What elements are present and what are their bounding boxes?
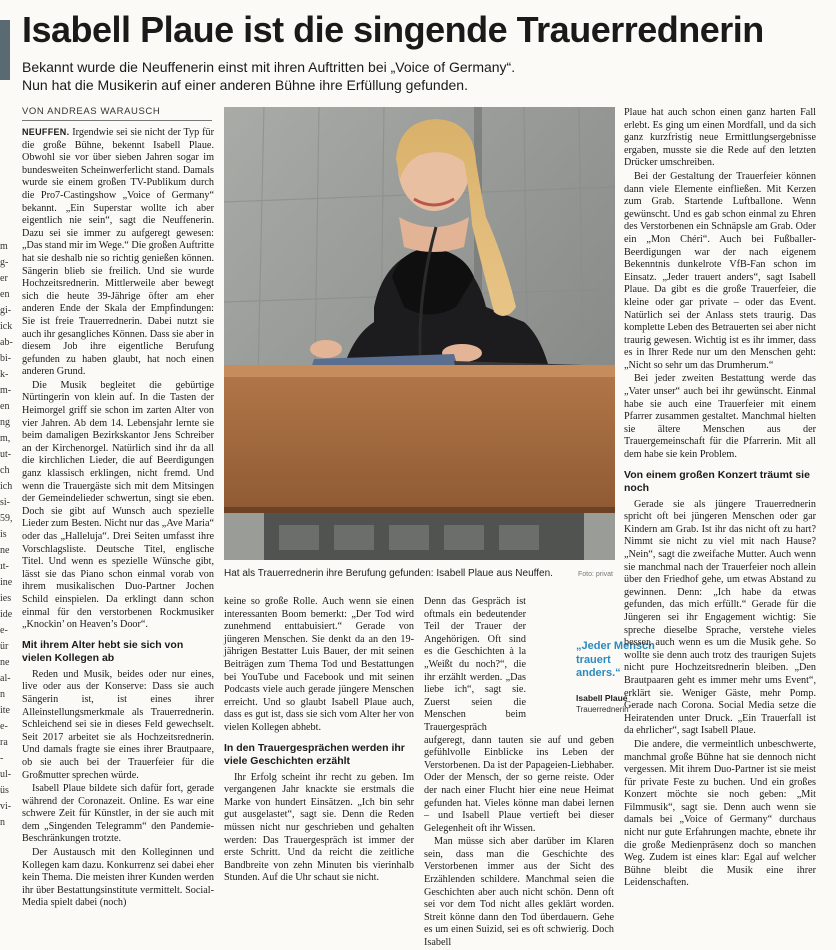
- caption-text: Hat als Trauerrednerin ihre Berufung gefunden: Isabell Plaue aus Neuffen.: [224, 568, 553, 579]
- paragraph: Bei jeder zweiten Bestattung werde das „Vater unser“ auch bei ihr gewünscht. Einmal habe sie auch eine Trauerfeier mit einem Pfarrer zusammen gestaltet. Manchmal hielten sie ältere Menschen aus der Trauergemeinschaft für die Pfarrerin. Mit all dem habe sie kein Problem.: [624, 373, 816, 461]
- paragraph: keine so große Rolle. Auch wenn sie einen interessanten Boom bemerkt: „Der Tod wird zunehmend enttabuisiert.“ Gerade von jüngeren Menschen. Sie denkt da an den 19-jährigen Bestatter Luis Bauer, der mit seinen Beiträgen zum Thema Tod und Bestattungen bei YouTube und Facebook und mit seinen Podcasts viele auch gerade jüngere Menschen erreicht. Und so glaubt Isabell Plaue auch, dass es gut ist, dass sie sich vom Alter her von vielen Kollegen abhebt.: [224, 596, 414, 733]
- paragraph: Die Musik begleitet die gebürtige Nürtingerin von klein auf. In die Tasten der Heimorgel griff sie schon im zarten Alter von vier Jahren. Ab dem 14. Lebensjahr lernte sie beim damaligen Bezirkskantor Jens Schreiber an der Kirchenorgel. Natürlich sind ihr da all die kirchlichen Lieder, die auf Beerdigungen ganz klassisch erklingen, nicht fremd. Und wenn die Trauergäste sich mit dem Mitsingen der Gemeindelieder schwertun, singt sie eben. Doch sie gibt auf Wunsch auch spezielle Lieder zum Besten. Nicht nur das „Ave Maria“ oder das „Halleluja“. Drei Seiten umfasst ihre Vorschlagsliste. Deutsche Titel, englische Titel. Und wenn es spezielle Wünsche gibt, lässt sie das Piano schon einmal vorab von ihrem musikalischen Duo-Partner Jochen Schild einspielen. Da erklingt dann schon einmal für den verstorbenen Rockmusiker „Knockin’ on Heaven’s Door“.: [22, 379, 214, 631]
- adjacent-text-fragment: ich: [0, 481, 13, 492]
- paragraph: Plaue hat auch schon einen ganz harten Fall erlebt. Es ging um einen Mordfall, und da sich ganz kurzfristig neue Ermittlungsergebnisse ergaben, musste sie die Rede auf den letzten Drücker umschreiben.: [624, 107, 816, 169]
- paragraph: Isabell Plaue bildete sich dafür fort, gerade während der Coronazeit. Online. Es war eine schwere Zeit für Künstler, in der sie auch mit dem „Singenden Telegramm“ den Pandemie-Beschränkungen trotzte.: [22, 783, 214, 845]
- paragraph: Bei der Gestaltung der Trauerfeier können dann viele Elemente einfließen. Mit Kerzen zum Grab. Startende Luftballone. Wenn gewünscht. Und es gab schon einmal zu Ehren des Verstorbenen ein Schnäpsle am Grab. Oder ein „Mon Chéri“. Auch bei Fußballer-Beerdigungen war der nach eigenem Bekenntnis dunkelrote VfB-Fan schon im Einsatz. „Jeder trauert anders“, sagt Isabell Plaue. Da gibt es die große Trauerfeier, die kleine oder gar private – oder das Event. Natürlich sei der Anlass stets traurig. Das komplette Leben des Betrauerten sei aber nicht traurig gewesen. Wichtig ist es ihr immer, dass es in Ihrer Rede nur um den Menschen geht: „Nicht so sehr um das Drumherum.“: [624, 170, 816, 371]
- adjacent-text-fragment: m: [0, 241, 8, 252]
- subheadline-line-1: Bekannt wurde die Neuffenerin einst mit ihren Auftritten bei „Voice of Germany“.: [22, 59, 516, 75]
- adjacent-text-fragment: al-: [0, 673, 11, 684]
- adjacent-text-fragment: er: [0, 273, 8, 284]
- subheadline-line-2: Nun hat die Musikerin auf einer anderen Bühne ihre Erfüllung gefunden.: [22, 77, 468, 93]
- subheadline: [22, 58, 822, 94]
- photo-credit: Foto: privat: [577, 571, 613, 578]
- pull-quote-text: „Jeder Mensch trauert anders.“: [576, 640, 655, 679]
- adjacent-text-fragment: ite: [0, 705, 10, 716]
- subheading: In den Trauergesprächen werden ihr viele Geschichten erzählt: [224, 741, 405, 767]
- adjacent-text-fragment: ul-: [0, 769, 12, 780]
- adjacent-text-fragment: ies: [0, 593, 12, 604]
- subheading: Mit ihrem Alter hebt sie sich von vielen Kollegen ab: [22, 638, 184, 664]
- paragraph: Ihr Erfolg scheint ihr recht zu geben. Im vergangenen Jahr knackte sie erstmals die Marke von hundert Einsätzen. „Ich bin sehr gut ausgelastet“, sagt sie. Denn die Reden müssen nicht nur geschrieben und gehalten werden: Das Trauergespräch ist immer der erste Schritt. Und da reicht die zeitliche Bandbreite von zehn Minuten bis vierinhalb Stunden. Auf die Uhr schaut sie nicht.: [224, 771, 414, 884]
- adjacent-text-fragment: e-: [0, 721, 8, 732]
- adjacent-text-fragment: g-: [0, 257, 9, 268]
- adjacent-text-fragment: bi-: [0, 353, 12, 364]
- adjacent-text-fragment: n: [0, 817, 5, 828]
- adjacent-text-fragment: m,: [0, 433, 11, 444]
- adjacent-text-fragment: üs: [0, 785, 9, 796]
- adjacent-text-fragment: ür: [0, 641, 9, 652]
- paragraph: Man müsse sich aber darüber im Klaren sein, dass man die Geschichte des Verstorbenen immer aus der Sicht des Erzählenden schildere. Manchmal seien die Geschichten aber auch nicht schön. Denn oft sei vor dem Tod nicht alles geklärt worden. Streit könne dann den Tod überdauern. Gehe es um einen Suizid, sei es oft schwierig. Doch Isabell: [424, 836, 614, 949]
- paragraph: Denn das Gespräch ist oftmals ein bedeutender Teil der Trauer der Angehörigen. Oft sind es die Geschichten à la „Weißt du noch?“, die ihr erzählt werden. „Das liebe ich“, sagt sie. Zuerst seien die Menschen beim Trauergespräch aufgeregt, dann tauten sie auf und geben gefühlvolle Einblicke ins Leben der Verstorbenen. Da ist der Papageien-Liebhaber. Oder der Mensch, der so gerne reiste. Oder der nach einer Flucht hier eine neue Heimat gefunden hat. Vieles könne man dabei lernen – und Isabell Plaue vertieft bei dieser Gelegenheit oft ihr Wissen.: [424, 596, 614, 834]
- byline: VON ANDREAS WARAUSCH: [22, 106, 212, 121]
- adjacent-text-fragment: n: [0, 689, 5, 700]
- adjacent-text-fragment: k-: [0, 369, 9, 380]
- adjacent-text-fragment: en: [0, 401, 10, 412]
- pull-quote-role: Trauerrednerin: [576, 704, 629, 714]
- adjacent-text-fragment: is: [0, 529, 7, 540]
- adjacent-article-fragment: [0, 0, 12, 888]
- adjacent-text-fragment: ne: [0, 545, 10, 556]
- column-1: [22, 126, 214, 909]
- adjacent-text-fragment: m-: [0, 385, 12, 396]
- adjacent-text-fragment: ra: [0, 737, 8, 748]
- adjacent-text-fragment: ab-: [0, 337, 13, 348]
- column-4: [624, 107, 816, 889]
- adjacent-text-fragment: ut-: [0, 449, 12, 460]
- subheading: Von einem großen Konzert träumt sie noch: [624, 468, 810, 494]
- adjacent-text-fragment: 59,: [0, 513, 13, 524]
- adjacent-text-fragment: en: [0, 289, 10, 300]
- paragraph: Gerade sie als jüngere Trauerrednerin spricht oft bei jüngeren Menschen oder gar Kindern am Grab. Ist ihr das nicht oft zu hart? Nimmt sie nicht zu viel mit nach Hause? „Nein“, sagt die zweifache Mutter. Auch wenn sie manchmal nach der Trauerfeier noch allein über den Friedhof gehe, um etwas Abstand zu gewinnen. Denn: „Ich habe da etwas gefunden, das mich erfüllt.“ Gerade für die Jüngeren sei ihr Engagement wichtig: Sie spreche dieselbe Sprache, verstehe vieles besser, auch wenn es um die Musik gehe. So wollte sie denn auch trotz des traurigen Sujets nicht pure Hochzeitsrednerin bleiben. „Den Brautpaaren geht es immer mehr ums Event“, erklärt sie. Weniger Gäste, mehr Pomp. Gerade nach Corona. Social Media setze die Heiratenden unter Druck. „Ein Trauerfall ist da ehrlicher“, sagt Isabell Plaue.: [624, 498, 816, 737]
- adjacent-text-fragment: ick: [0, 321, 13, 332]
- adjacent-thumbnail: [0, 20, 10, 80]
- adjacent-text-fragment: si-: [0, 497, 10, 508]
- adjacent-text-fragment: ide: [0, 609, 13, 620]
- pull-quote-name: Isabell Plaue: [576, 692, 628, 703]
- adjacent-text-fragment: ng: [0, 417, 10, 428]
- adjacent-text-fragment: ch: [0, 465, 10, 476]
- headline: Isabell Plaue ist die singende Trauerrednerin: [22, 9, 764, 50]
- adjacent-text-fragment: ıt-: [0, 561, 9, 572]
- paragraph: Die andere, die vermeintlich unbeschwerte, manchmal große Bühne hat sie dennoch nicht vergessen. Mit ihrem Duo-Partner ist sie meist für private Feste zu buchen. Und ein großes Konzert möchte sie noch geben: „Mit Filmmusik“, sagt sie. Denn auch wenn sie damals bei „Voice of Germany“ durchaus nicht nur gute Erfahrungen machte, ebnete ihr die große Medienpräsenz doch so manchen Weg. Zudem ist eines klar: Egal auf welcher Bühne bleibt die Musik eine ihrer Leidenschaften.: [624, 738, 816, 889]
- column-2: [224, 596, 414, 886]
- paragraph: Der Austausch mit den Kolleginnen und Kollegen kam dazu. Konkurrenz sei dabei eher kein Thema. Die meisten ihrer Kunden werden ihr über Bestattungsinstitute vermittelt. Social-Media spielt dabei (noch): [22, 847, 214, 909]
- paragraph: NEUFFEN. Irgendwie sei sie nicht der Typ für die große Bühne, bekennt Isabell Plaue. Obwohl sie vor über sieben Jahren sogar im bundesweiten Scheinwerferlicht stand. Damals wurde sie einem großen TV-Publikum durch die Pro7-Castingshow „Voice of Germany“ bekannt. „Ein Superstar wollte ich aber eigentlich nie sein“, sagt die Neuffenerin. Dazu sei sie immer zu aufgeregt gewesen: „Das stand mir im Wege.“ Die großen Auftritte hat sie deshalb nie so richtig genießen können. Sängerin blieb sie freilich. Und sie wurde Hochzeitsrednerin. Mittlerweile aber bewegt sich die heute 39-Jährige öfter am eher anderen Ende der Skala der Empfindungen: Sie ist freie Trauerrednerin. Dabei nutzt sie auch ihr gesangliches Können. Dass sie aber in diesem Job ihre eigentliche Berufung gefunden zu haben glaubt, hat noch einen anderen Grund.: [22, 127, 214, 378]
- photo-caption: [224, 568, 615, 580]
- adjacent-text-fragment: ine: [0, 577, 13, 588]
- article-photo: [224, 107, 615, 560]
- adjacent-text-fragment: e-: [0, 625, 8, 636]
- dateline: NEUFFEN.: [22, 127, 70, 137]
- adjacent-text-fragment: -: [0, 753, 4, 764]
- adjacent-text-fragment: vi-: [0, 801, 12, 812]
- adjacent-text-fragment: ne: [0, 657, 10, 668]
- adjacent-text-fragment: gi-: [0, 305, 12, 316]
- paragraph: Reden und Musik, beides oder nur eines, live oder aus der Konserve: Dass sie auch Sängerin ist, ist eines ihrer Alleinstellungsmerkmale als Trauerrednerin. Schleichend sei sie in dieses Feld gewechselt. Seit 2017 arbeitet sie als Hochzeitsrednerin. Und damals fragte sie eines ihrer Brautpaare, ob sie auch bei der Trauerfeier für die Großmutter sprechen würde.: [22, 668, 214, 781]
